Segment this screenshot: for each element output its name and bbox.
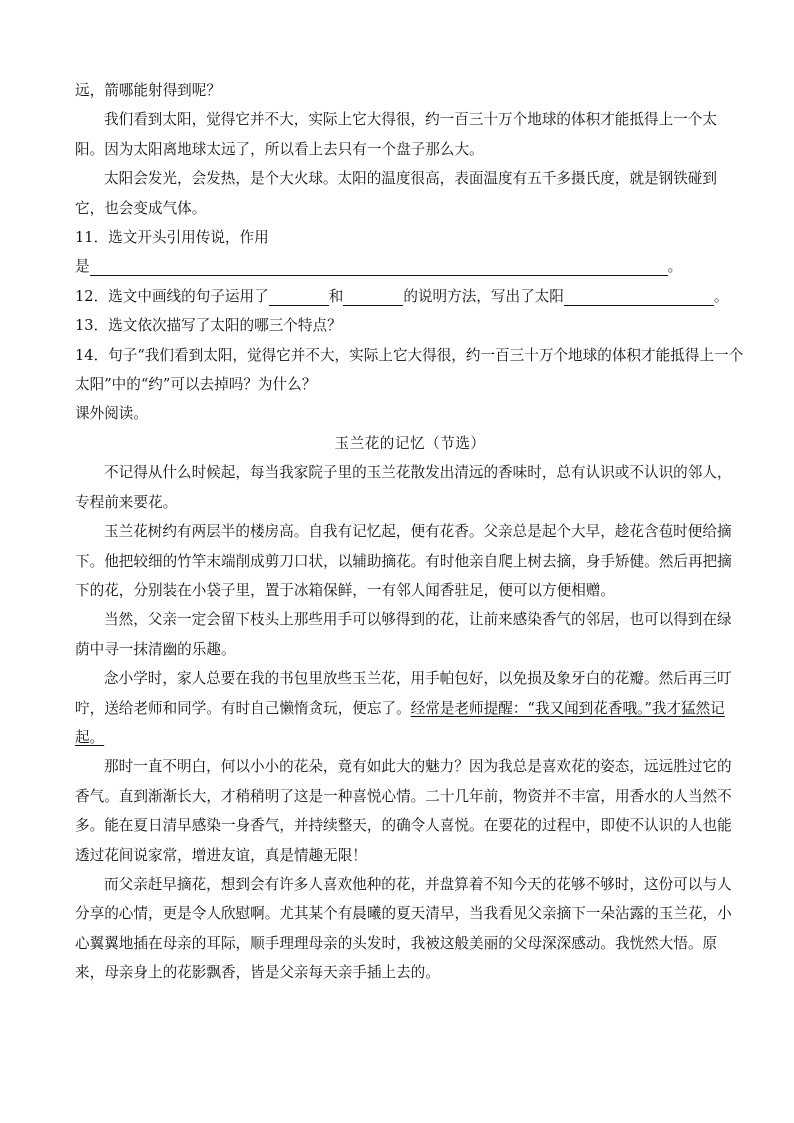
passage-line: 远，箭哪能射得到呢？ bbox=[75, 82, 221, 99]
article-line: 玉兰花树约有两层半的楼房高。自我有记忆起，便有花香。父亲总是起个大早，趁花含苞时便给摘 bbox=[104, 523, 732, 541]
article-line: 专程前来要花。 bbox=[75, 493, 178, 511]
passage-line: 阳。因为太阳离地球太远了，所以看上去只有一个盘子那么大。 bbox=[75, 140, 484, 158]
answer-blank[interactable] bbox=[343, 287, 403, 306]
passage-line: 太阳会发光，会发热，是个大火球。太阳的温度很高，表面温度有五千多摄氏度，就是钢铁碰到 bbox=[104, 170, 717, 188]
underlined-sentence: 起。 bbox=[75, 728, 105, 746]
article-line bbox=[75, 723, 745, 752]
article-line: 当然，父亲一定会留下枝头上那些用手可以够得到的花，让前来感染香气的邻居，也可以得到在绿 bbox=[104, 611, 732, 629]
article-line: 香气。直到渐渐长大，才稍稍明了这是一种喜悦心情。二十几年前，物资并不丰富，用香水的人当然不 bbox=[75, 787, 732, 805]
article-line: 下。他把较细的竹竿末端削成剪刀口状，以辅助摘花。有时他亲自爬上树去摘，身手矫健。然后再把摘 bbox=[75, 552, 732, 570]
article-line: 咛，送给老师和同学。有时自己懒惰贪玩，便忘了。经常是老师提醒：“我又闻到花香哦。”我才猛然记 bbox=[75, 699, 725, 717]
article-line: 下的花，分别装在小袋子里，置于冰箱保鲜，一有邻人闻香驻足，便可以方便相赠。 bbox=[75, 581, 615, 599]
article-line: 透过花间说家常，增进友谊，真是情趣无限！ bbox=[75, 846, 367, 864]
document-page bbox=[75, 76, 745, 988]
question-12: 12．选文中画线的句子运用了 和 的说明方法，写出了太阳 。 bbox=[75, 287, 729, 305]
answer-blank[interactable] bbox=[564, 287, 714, 306]
article-line: 来，母亲身上的花影飘香，皆是父亲每天亲手插上去的。 bbox=[75, 964, 440, 982]
passage-line: 它，也会变成气体。 bbox=[75, 199, 207, 217]
article-title: 玉兰花的记忆（节选） bbox=[334, 434, 486, 452]
question-14: 14．句子“我们看到太阳，觉得它并不大，实际上它大得很，约一百三十万个地球的体积才能抵得上一个 bbox=[75, 346, 744, 364]
question-13: 13．选文依次描写了太阳的哪三个特点？ bbox=[75, 317, 342, 335]
answer-blank[interactable] bbox=[90, 257, 668, 276]
question-11: 11．选文开头引用传说，作用 bbox=[75, 229, 269, 247]
article-line: 心翼翼地插在母亲的耳际，顺手理理母亲的头发时，我被这般美丽的父母深深感动。我恍然大悟。原 bbox=[75, 934, 718, 952]
underlined-sentence: 经常是老师提醒：“我又闻到花香哦。”我才猛然记 bbox=[410, 699, 725, 717]
article-line: 荫中寻一抹清幽的乐趣。 bbox=[75, 640, 236, 658]
answer-blank[interactable] bbox=[269, 287, 329, 306]
article-line: 那时一直不明白，何以小小的花朵，竟有如此大的魅力？因为我总是喜欢花的姿态，远远胜过它的 bbox=[104, 758, 732, 776]
article-line: 多。能在夏日清早感染一身香气，并持续整天，的确令人喜悦。在要花的过程中，即使不认识的人也能 bbox=[75, 817, 732, 835]
section-label: 课外阅读。 bbox=[75, 405, 148, 423]
article-line: 分享的心情，更是令人欣慰啊。尤其某个有晨曦的夏天清早，当我看见父亲摘下一朵沾露的玉兰花，小 bbox=[75, 905, 732, 923]
question-11-answer-line: 是 。 bbox=[75, 258, 683, 276]
article-line: 不记得从什么时候起，每当我家院子里的玉兰花散发出清远的香味时，总有认识或不认识的邻人， bbox=[104, 464, 732, 482]
passage-line: 我们看到太阳，觉得它并不大，实际上它大得很，约一百三十万个地球的体积才能抵得上一个太 bbox=[104, 111, 717, 129]
article-line: 念小学时，家人总要在我的书包里放些玉兰花，用手帕包好，以免损及象牙白的花瓣。然后再三叮 bbox=[104, 670, 732, 688]
article-line: 而父亲赶早摘花，想到会有许多人喜欢他种的花，并盘算着不知今天的花够不够时，这份可以与人 bbox=[104, 875, 732, 893]
question-14-cont: 太阳”中的“约”可以去掉吗？为什么？ bbox=[75, 376, 317, 394]
